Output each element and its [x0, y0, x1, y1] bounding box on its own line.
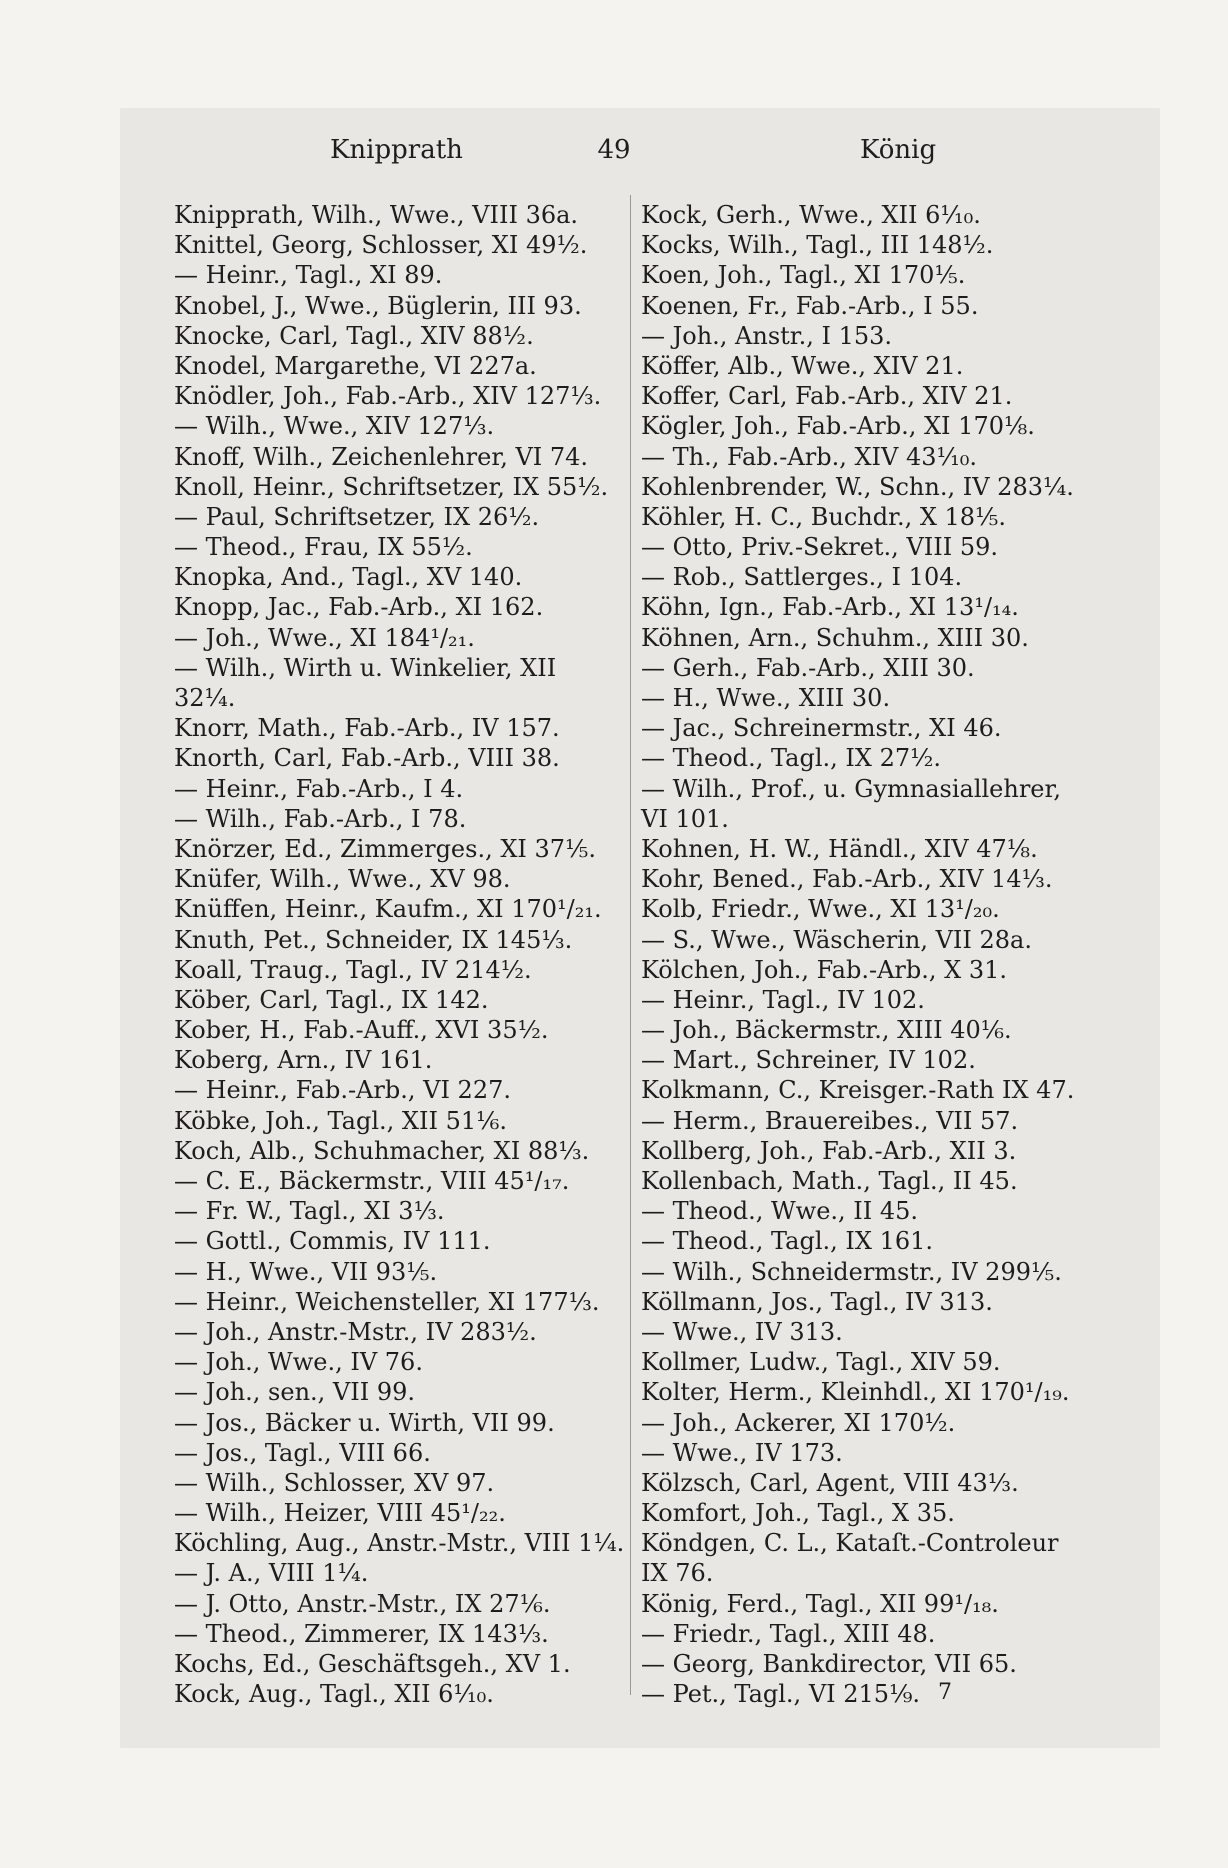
directory-entry: — Rob., Sattlerges., I 104. [641, 563, 963, 592]
directory-entry: — Theod., Zimmerer, IX 143⅓. [174, 1619, 549, 1648]
directory-entry: Köhn, Ign., Fab.-Arb., XI 13¹/₁₄. [641, 593, 1019, 622]
directory-entry: — Heinr., Tagl., IV 102. [641, 985, 925, 1014]
directory-entry: Köbke, Joh., Tagl., XII 51⅙. [174, 1106, 507, 1135]
directory-entry: Kolter, Herm., Kleinhdl., XI 170¹/₁₉. [641, 1378, 1070, 1407]
left-column [174, 200, 634, 1709]
directory-entry: — Heinr., Fab.-Arb., I 4. [174, 774, 464, 803]
directory-entry: Köber, Carl, Tagl., IX 142. [174, 985, 489, 1014]
directory-entry: Köhler, H. C., Buchdr., X 18⅕. [641, 502, 1006, 531]
directory-entry: — Wilh., Schneidermstr., IV 299⅕. [641, 1257, 1062, 1286]
directory-entry: Kölchen, Joh., Fab.-Arb., X 31. [641, 955, 1008, 984]
directory-entry: — Otto, Priv.-Sekret., VIII 59. [641, 533, 999, 562]
directory-entry: Knocke, Carl, Tagl., XIV 88½. [174, 321, 534, 350]
running-head-left: Knipprath [330, 135, 463, 165]
directory-entry: Knörzer, Ed., Zimmerges., XI 37⅕. [174, 834, 596, 863]
directory-entry: Kollenbach, Math., Tagl., II 45. [641, 1167, 1018, 1195]
running-head [0, 135, 1228, 175]
directory-entry: — Heinr., Fab.-Arb., VI 227. [174, 1076, 511, 1105]
directory-entry: Kohlenbrender, W., Schn., IV 283¼. [641, 472, 1074, 501]
directory-entry: — Friedr., Tagl., XIII 48. [641, 1619, 936, 1648]
directory-entry: — Joh., Bäckermstr., XIII 40⅙. [641, 1016, 1012, 1045]
directory-entry: Komfort, Joh., Tagl., X 35. [641, 1499, 955, 1528]
directory-entry: — Joh., Wwe., IV 76. [174, 1348, 423, 1377]
directory-entry: — Joh., Anstr., I 153. [641, 321, 893, 350]
directory-entry: Kollberg, Joh., Fab.-Arb., XII 3. [641, 1136, 1017, 1165]
directory-entry: Kolkmann, C., Kreisger.-Rath IX 47. [641, 1076, 1075, 1105]
directory-entry: Koall, Traug., Tagl., IV 214½. [174, 955, 532, 984]
right-column [641, 200, 1101, 1709]
directory-entry: Koch, Alb., Schuhmacher, XI 88⅓. [174, 1136, 590, 1165]
directory-entry: — Paul, Schriftsetzer, IX 26½. [174, 502, 540, 531]
directory-entry: — Wilh., Wwe., XIV 127⅓. [174, 412, 495, 441]
directory-entry: — Mart., Schreiner, IV 102. [641, 1046, 976, 1075]
directory-entry: — Wwe., IV 313. [641, 1317, 843, 1346]
directory-entry: — Wilh., Fab.-Arb., I 78. [174, 804, 467, 833]
directory-entry: — Theod., Wwe., II 45. [641, 1197, 919, 1226]
directory-entry: Köllmann, Jos., Tagl., IV 313. [641, 1287, 993, 1316]
directory-entry: Kollmer, Ludw., Tagl., XIV 59. [641, 1348, 1001, 1377]
directory-entry: Knopp, Jac., Fab.-Arb., XI 162. [174, 593, 544, 622]
directory-entry: — Joh., Ackerer, XI 170½. [641, 1408, 956, 1437]
directory-entry: Kock, Gerh., Wwe., XII 6⅒. [641, 201, 981, 229]
directory-entry: — Georg, Bankdirector, VII 65. [641, 1650, 1017, 1678]
directory-entry: — Wilh., Wirth u. Winkelier, XII [174, 653, 557, 682]
directory-entry: Knittel, Georg, Schlosser, XI 49½. [174, 231, 588, 260]
directory-entry: Koen, Joh., Tagl., XI 170⅕. [641, 261, 966, 290]
directory-entry: Knoll, Heinr., Schriftsetzer, IX 55½. [174, 472, 609, 501]
directory-entry: — Fr. W., Tagl., XI 3⅓. [174, 1197, 445, 1226]
directory-entry: — Herm., Brauereibes., VII 57. [641, 1106, 1019, 1135]
directory-entry: 32¼. [174, 684, 236, 712]
directory-entry: Koffer, Carl, Fab.-Arb., XIV 21. [641, 382, 1013, 411]
directory-entry: — Theod., Tagl., IX 27½. [641, 744, 941, 773]
directory-entry: — J. A., VIII 1¼. [174, 1559, 369, 1588]
directory-entry: — Jos., Bäcker u. Wirth, VII 99. [174, 1408, 555, 1437]
directory-entry: — Gottl., Commis, IV 111. [174, 1227, 491, 1256]
directory-entry: Kocks, Wilh., Tagl., III 148½. [641, 231, 994, 260]
directory-entry: — C. E., Bäckermstr., VIII 45¹/₁₇. [174, 1167, 570, 1195]
signature-mark: 7 [938, 1680, 952, 1705]
directory-entry: Kochs, Ed., Geschäftsgeh., XV 1. [174, 1650, 571, 1678]
directory-entry: Kober, H., Fab.-Auff., XVI 35½. [174, 1016, 549, 1045]
directory-entry: Kölzsch, Carl, Agent, VIII 43⅓. [641, 1468, 1019, 1497]
directory-entry: Knoff, Wilh., Zeichenlehrer, VI 74. [174, 442, 589, 471]
directory-entry: — Wilh., Heizer, VIII 45¹/₂₂. [174, 1499, 506, 1528]
directory-entry: — Wwe., IV 173. [641, 1438, 843, 1467]
directory-entry: Kögler, Joh., Fab.-Arb., XI 170⅛. [641, 412, 1035, 441]
directory-entry: Knüfer, Wilh., Wwe., XV 98. [174, 865, 511, 894]
directory-entry: Knorth, Carl, Fab.-Arb., VIII 38. [174, 744, 560, 773]
directory-entry: — Heinr., Tagl., XI 89. [174, 261, 443, 290]
running-head-right: König [860, 135, 937, 165]
directory-entry: Köndgen, C. L., Kataſt.-Controleur [641, 1529, 1059, 1558]
directory-entry: Köffer, Alb., Wwe., XIV 21. [641, 351, 964, 380]
directory-entry: — Joh., Wwe., XI 184¹/₂₁. [174, 623, 475, 652]
directory-entry: IX 76. [641, 1559, 714, 1588]
directory-entry: Knobel, J., Wwe., Büglerin, III 93. [174, 291, 582, 320]
directory-entry: — Joh., Anstr.-Mstr., IV 283½. [174, 1317, 537, 1346]
directory-entry: — Jos., Tagl., VIII 66. [174, 1438, 431, 1467]
directory-entry: — Wilh., Prof., u. Gymnasiallehrer, [641, 774, 1061, 803]
directory-entry: Knüffen, Heinr., Kaufm., XI 170¹/₂₁. [174, 895, 602, 924]
directory-entry: Knödler, Joh., Fab.-Arb., XIV 127⅓. [174, 382, 602, 411]
directory-entry: Knorr, Math., Fab.-Arb., IV 157. [174, 714, 560, 743]
directory-entry: — J. Otto, Anstr.-Mstr., IX 27⅙. [174, 1589, 551, 1618]
directory-entry: König, Ferd., Tagl., XII 99¹/₁₈. [641, 1589, 999, 1618]
directory-entry: — H., Wwe., XIII 30. [641, 684, 891, 712]
directory-entry: — S., Wwe., Wäscherin, VII 28a. [641, 925, 1032, 954]
directory-entry: Knipprath, Wilh., Wwe., VIII 36a. [174, 201, 579, 229]
directory-entry: — Jac., Schreinermstr., XI 46. [641, 714, 1002, 743]
directory-entry: — Wilh., Schlosser, XV 97. [174, 1468, 495, 1497]
directory-entry: Knopka, And., Tagl., XV 140. [174, 563, 523, 592]
directory-entry: VI 101. [641, 804, 729, 833]
directory-entry: Köhnen, Arn., Schuhm., XIII 30. [641, 623, 1029, 652]
directory-entry: — H., Wwe., VII 93⅕. [174, 1257, 438, 1286]
page-number: 49 [597, 135, 631, 165]
directory-entry: Knuth, Pet., Schneider, IX 145⅓. [174, 925, 573, 954]
directory-entry: Knodel, Margarethe, VI 227a. [174, 351, 537, 380]
directory-entry: — Gerh., Fab.-Arb., XIII 30. [641, 653, 975, 682]
directory-entry: Kock, Aug., Tagl., XII 6⅒. [174, 1680, 494, 1709]
directory-entry: Koenen, Fr., Fab.-Arb., I 55. [641, 291, 979, 320]
directory-entry: Kohnen, H. W., Händl., XIV 47⅛. [641, 834, 1038, 863]
directory-entry: Koberg, Arn., IV 161. [174, 1046, 433, 1075]
directory-entry: Kohr, Bened., Fab.-Arb., XIV 14⅓. [641, 865, 1053, 894]
directory-entry: — Theod., Tagl., IX 161. [641, 1227, 934, 1256]
directory-entry: — Th., Fab.-Arb., XIV 43⅒. [641, 442, 978, 471]
directory-entry: — Heinr., Weichensteller, XI 177⅓. [174, 1287, 600, 1316]
directory-entry: — Pet., Tagl., VI 215⅑. [641, 1680, 920, 1709]
directory-entry: Kolb, Friedr., Wwe., XI 13¹/₂₀. [641, 895, 1000, 924]
directory-entry: — Theod., Frau, IX 55½. [174, 533, 473, 562]
directory-entry: — Joh., sen., VII 99. [174, 1378, 415, 1407]
directory-entry: Köchling, Aug., Anstr.-Mstr., VIII 1¼. [174, 1529, 625, 1558]
